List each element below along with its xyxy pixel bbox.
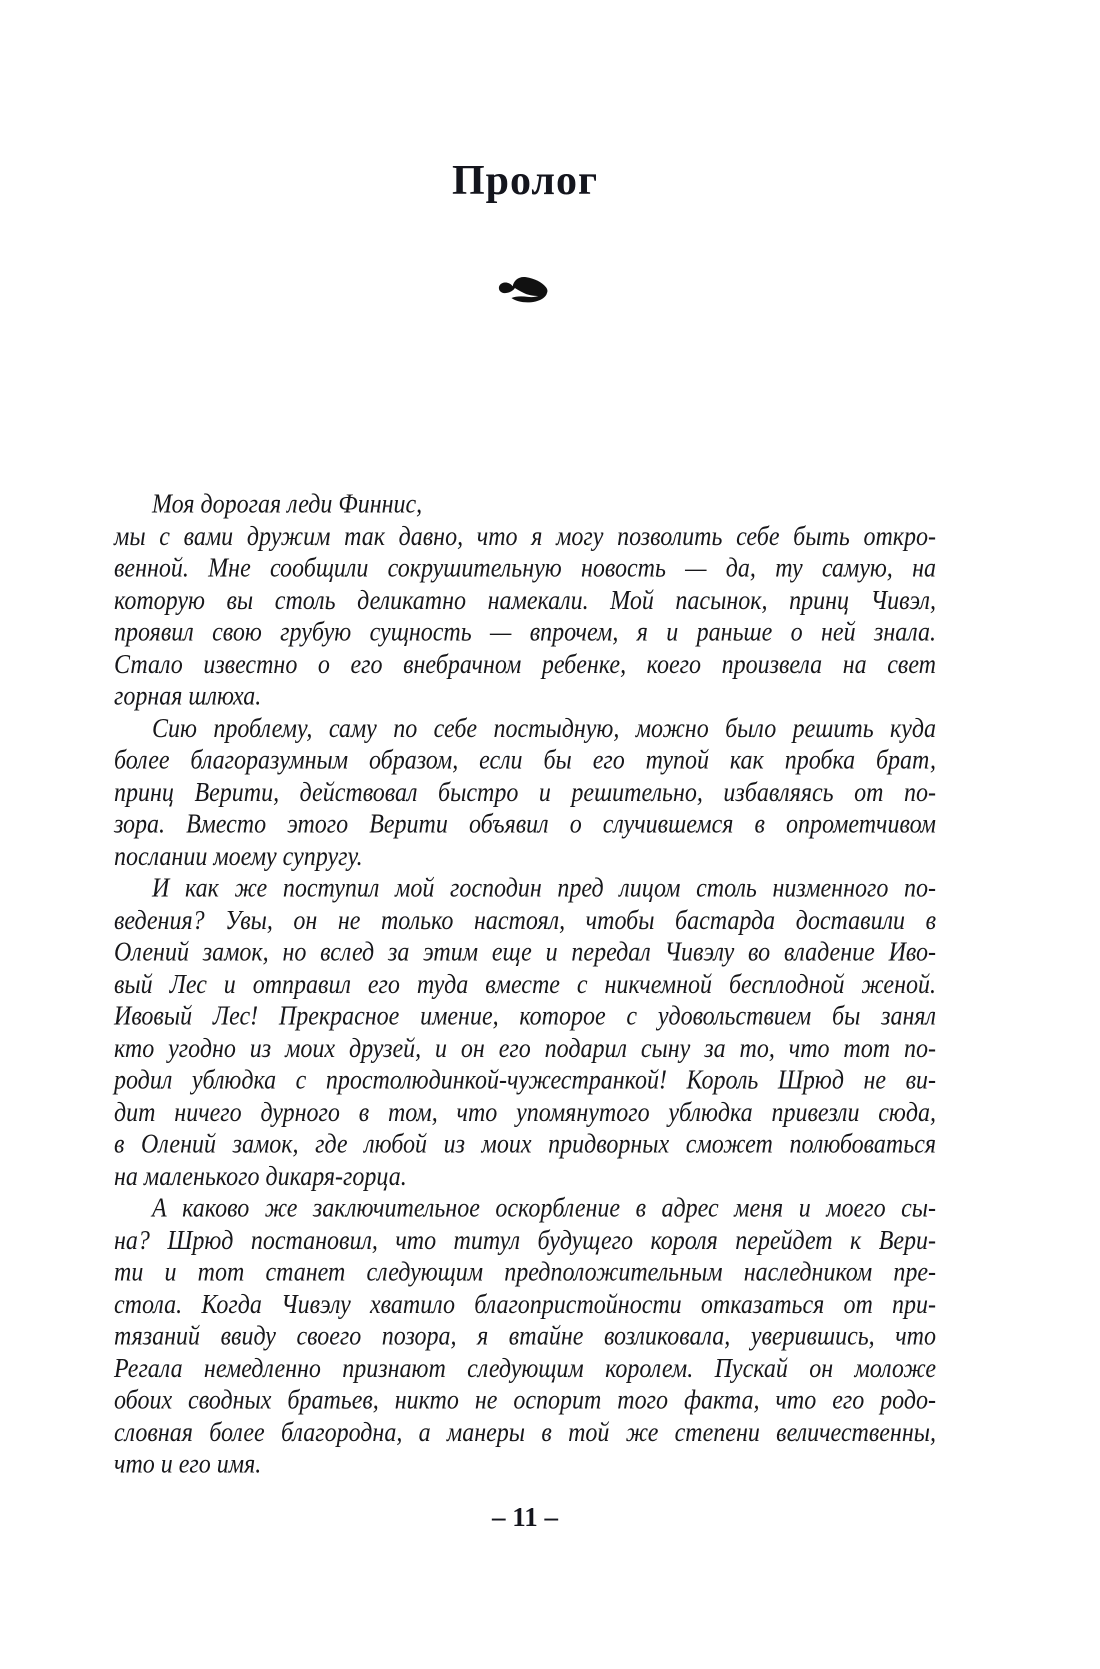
text-line: словная более благородна, а манеры в той же степени величественны,	[114, 1418, 936, 1448]
text-line: что и его имя.	[114, 1450, 262, 1480]
text-line: ведения? Увы, он не только настоял, чтобы бастарда доставили в	[114, 906, 936, 936]
text-line: А каково же заключительное оскорбление в адрес меня и моего сы-	[152, 1194, 936, 1224]
text-line: Регала немедленно признают следующим королем. Пускай он моложе	[114, 1354, 936, 1384]
text-line: родил ублюдка с простолюдинкой-чужестранкой! Король Шрюд не ви-	[114, 1066, 936, 1096]
text-line: проявил свою грубую сущность — впрочем, я и раньше о ней знала.	[114, 618, 936, 648]
text-line: стола. Когда Чивэлу хватило благопристойности отказаться от при-	[114, 1290, 936, 1320]
text-line: ти и тот станет следующим предположительным наследником пре-	[114, 1258, 936, 1288]
text-line: более благоразумным образом, если бы его тупой как пробка брат,	[114, 746, 936, 776]
page-number: – 11 –	[491, 1502, 558, 1532]
text-line: зора. Вместо этого Верити объявил о случившемся в опрометчивом	[114, 810, 936, 840]
text-line: обоих сводных братьев, никто не оспорит того факта, что его родо-	[114, 1386, 936, 1416]
text-line: на маленького дикаря-горца.	[114, 1162, 407, 1192]
text-line: Сию проблему, саму по себе постыдную, можно было решить куда	[152, 714, 936, 744]
floral-leaf-ornament-icon	[115, 270, 935, 311]
text-line: мы с вами дружим так давно, что я могу позволить себе быть откро-	[114, 522, 936, 552]
text-line: вый Лес и отправил его туда вместе с никчемной бесплодной женой.	[114, 970, 936, 1000]
text-line: в Олений замок, где любой из моих придворных сможет полюбоваться	[114, 1130, 936, 1160]
letter-text	[114, 489, 936, 1481]
text-line: Ивовый Лес! Прекрасное имение, которое с удовольствием бы занял	[114, 1002, 936, 1032]
text-line: тязаний ввиду своего позора, я втайне возликовала, уверившись, что	[114, 1322, 936, 1352]
text-line: на? Шрюд постановил, что титул будущего короля перейдет к Вери-	[114, 1226, 936, 1256]
text-line: И как же поступил мой господин пред лицом столь низменного по-	[152, 874, 936, 904]
text-line: Моя дорогая леди Финнис,	[152, 490, 423, 520]
chapter-title: Пролог	[451, 158, 599, 204]
text-line: горная шлюха.	[114, 682, 262, 712]
text-line: которую вы столь деликатно намекали. Мой пасынок, принц Чивэл,	[114, 586, 936, 616]
text-line: кто угодно из моих друзей, и он его подарил сыну за то, что тот по-	[114, 1034, 936, 1064]
text-line: Олений замок, но вслед за этим еще и передал Чивэлу во владение Иво-	[114, 938, 936, 968]
text-line: дит ничего дурного в том, что упомянутого ублюдка привезли сюда,	[114, 1098, 936, 1128]
text-line: венной. Мне сообщили сокрушительную новость — да, ту самую, на	[114, 554, 936, 584]
text-line: послании моему супругу.	[114, 842, 363, 872]
text-line: принц Верити, действовал быстро и решительно, избавляясь от по-	[114, 778, 936, 808]
text-line: Стало известно о его внебрачном ребенке, коего произвела на свет	[114, 650, 936, 680]
